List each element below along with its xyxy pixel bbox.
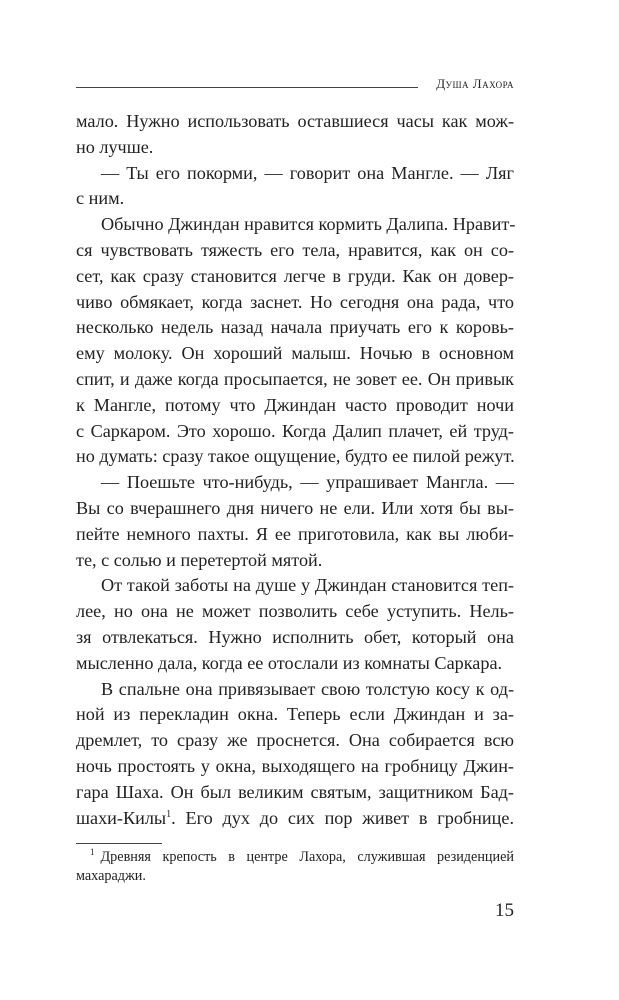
body-line-text: шахи-Килы	[76, 807, 167, 828]
body-line-text: . Его дух до сих пор живет в гробнице.	[171, 807, 514, 828]
body-line: гара Шаха. Он был великим святым, защитником Бад-	[76, 781, 514, 802]
footnote-line: махараджи.	[76, 868, 146, 884]
body-line: мысленно дала, когда ее отослали из комнаты Саркара.	[76, 652, 503, 673]
body-line: мало. Нужно использовать оставшиеся часы как мож-	[76, 111, 514, 131]
footnote-reference[interactable]: 1	[166, 808, 172, 820]
footnote-rule	[76, 843, 162, 844]
body-line: пейте немного пахты. Я ее приготовила, как вы люби-	[76, 523, 514, 544]
body-line: — Ты его покорми, — говорит она Мангле. — Ляг	[101, 162, 514, 183]
body-line: зя отвлекаться. Нужно исполнить обет, который она	[76, 626, 514, 647]
body-line: ночь простоять у окна, выходящего на гробницу Джин-	[76, 755, 514, 776]
body-line: но лучше.	[76, 136, 154, 157]
body-line: но думать: сразу такое ощущение, будто ее пилой режут.	[76, 446, 515, 467]
footnote-text: Древняя крепость в центре Лахора, служившая резиденцией	[100, 849, 514, 865]
body-line: От такой заботы на душе у Джиндан становится теп-	[101, 575, 514, 596]
body-line: несколько недель назад начала приучать его к коровь-	[76, 317, 514, 338]
body-line: с Саркаром. Это хорошо. Когда Далип плачет, ей труд-	[76, 420, 514, 441]
body-line: Вы со вчерашнего дня ничего не ели. Или хотя бы вы-	[76, 497, 514, 518]
body-line: с ним.	[76, 188, 125, 209]
body-line: ему молоку. Он хороший малыш. Ночью в основном	[76, 343, 514, 364]
footnote-line	[76, 848, 514, 867]
body-line	[76, 806, 514, 832]
body-line: к Мангле, потому что Джиндан часто проводит ночи	[76, 394, 514, 415]
body-line: ся чувствовать тяжесть его тела, нравится, как он со-	[76, 239, 514, 260]
body-text	[76, 109, 514, 831]
body-line: ной из перекладин окна. Теперь если Джиндан и за-	[76, 704, 514, 725]
body-line: спит, и даже когда просыпается, не зовет ее. Он привык	[76, 368, 514, 389]
header-rule	[76, 87, 418, 88]
body-line: — Поешьте что-нибудь, — упрашивает Мангла. —	[101, 472, 514, 493]
body-line: дремлет, то сразу же проснется. Она собирается всю	[76, 730, 514, 751]
body-line: чиво обмякает, когда заснет. Но сегодня она рада, что	[76, 291, 514, 312]
footnote-mark: 1	[90, 847, 95, 858]
page-number: 15	[495, 900, 514, 921]
body-line: те, с солью и перетертой мятой.	[76, 549, 323, 570]
body-line: лее, но она не может позволить себе уступить. Нель-	[76, 601, 514, 622]
footnote	[76, 848, 514, 886]
body-line: В спальне она привязывает свою толстую косу к од-	[101, 678, 514, 699]
running-title: Душа Лахора	[436, 76, 514, 91]
body-line: Обычно Джиндан нравится кормить Далипа. Нравит-	[101, 214, 516, 235]
body-line: сет, как сразу становится легче в груди. Как он довер-	[76, 265, 514, 286]
